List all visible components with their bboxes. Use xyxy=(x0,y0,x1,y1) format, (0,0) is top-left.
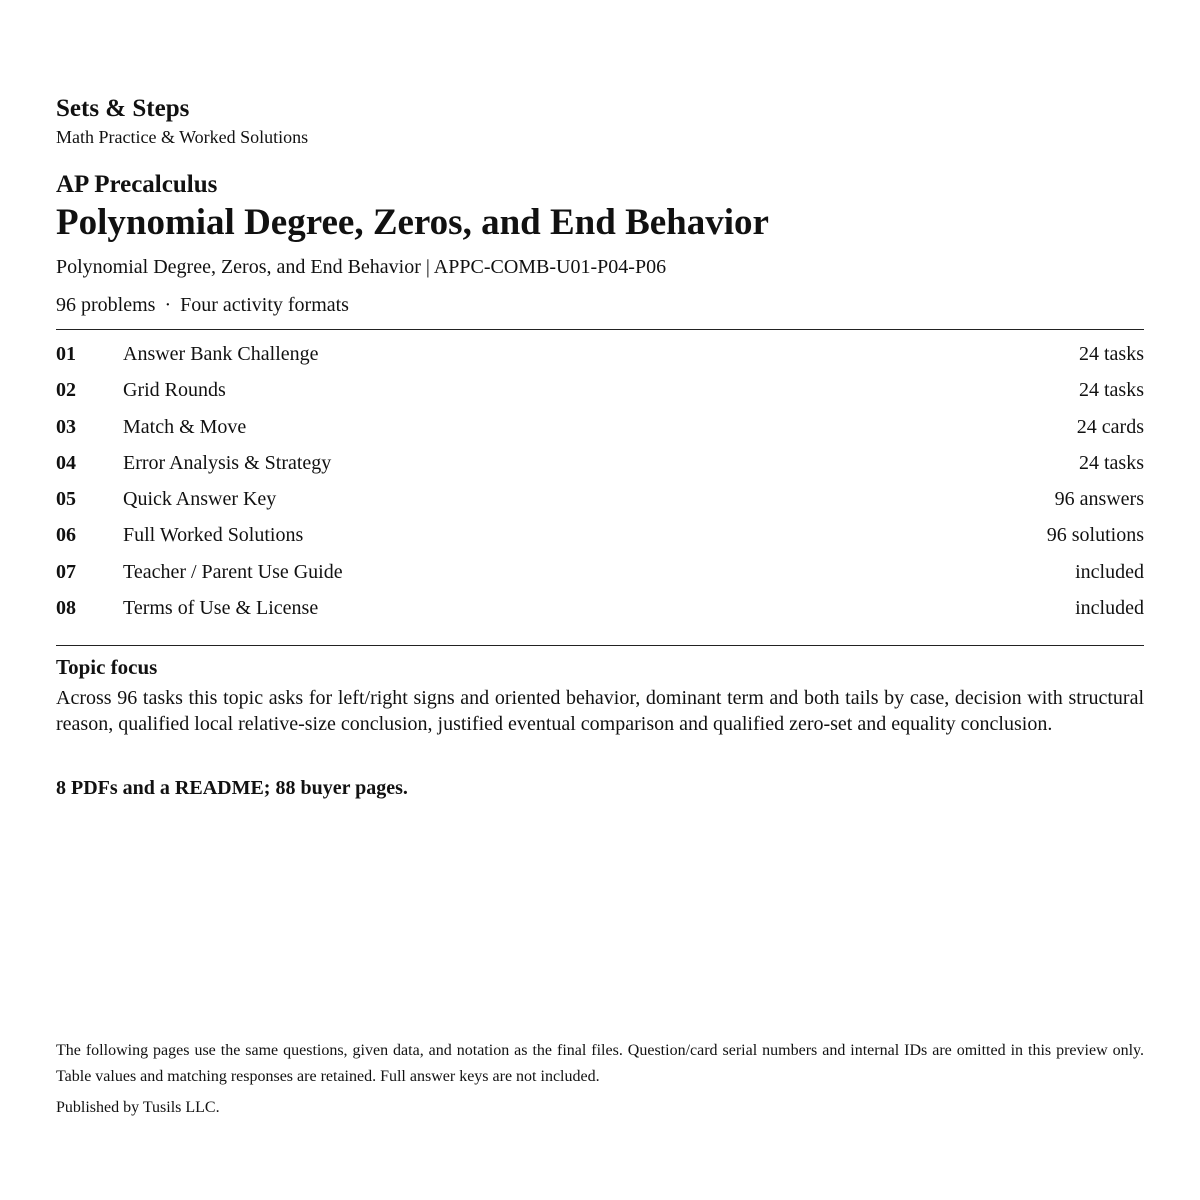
page-title: Polynomial Degree, Zeros, and End Behavior xyxy=(56,202,769,243)
brand-tagline: Math Practice & Worked Solutions xyxy=(56,127,309,147)
contents-item-number: 02 xyxy=(56,379,76,402)
contents-item-number: 07 xyxy=(56,560,76,583)
contents-item-label: Teacher / Parent Use Guide xyxy=(123,560,343,583)
preview-page xyxy=(56,0,1144,1200)
contents-item-number: 03 xyxy=(56,415,76,438)
problem-count: 96 problems xyxy=(56,294,156,316)
contents-item-label: Terms of Use & License xyxy=(123,597,319,620)
contents-item-label: Answer Bank Challenge xyxy=(123,343,319,365)
contents-item-number: 04 xyxy=(56,451,76,474)
contents-item-count: 96 answers xyxy=(1054,488,1144,511)
contents-item-label: Grid Rounds xyxy=(123,379,226,402)
contents-item-number: 06 xyxy=(56,524,76,547)
topic-focus-body: Across 96 tasks this topic asks for left/right signs and oriented behavior, dominant term and both tails by case, decision with structural reason, qualified local relative-size conclusion, justified eventual comparison and qualified zero-set and equality conclusion. xyxy=(56,687,1144,735)
preview-disclaimer: The following pages use the same questions, given data, and notation as the final files. Question/card serial numbers and internal IDs are omitted in this preview only. Table values and matching responses are retained. Full answer keys are not included. xyxy=(56,1042,1144,1085)
contents-item xyxy=(56,481,1144,517)
topic-focus-heading: Topic focus xyxy=(56,655,158,679)
contents-item xyxy=(56,372,1144,408)
contents-item xyxy=(56,409,1144,445)
contents-item xyxy=(56,517,1144,553)
contents-item-label: Full Worked Solutions xyxy=(123,524,304,547)
contents-item-count: 96 solutions xyxy=(1046,524,1144,547)
course-name: AP Precalculus xyxy=(56,171,218,198)
contents-item-count: 24 cards xyxy=(1076,415,1144,438)
contents-item xyxy=(56,590,1144,626)
product-subtitle: Polynomial Degree, Zeros, and End Behavior | APPC-COMB-U01-P04-P06 xyxy=(56,256,667,278)
contents-item-label: Error Analysis & Strategy xyxy=(123,451,332,474)
contents-top-divider xyxy=(56,329,1144,330)
brand-name: Sets & Steps xyxy=(56,95,190,122)
contents-item-count: included xyxy=(1075,560,1144,583)
product-meta xyxy=(56,292,349,318)
contents-item-label: Match & Move xyxy=(123,415,247,438)
contents-item xyxy=(56,554,1144,590)
contents-item-number: 08 xyxy=(56,597,76,620)
contents-item-number: 01 xyxy=(56,343,76,365)
contents-list xyxy=(56,336,1144,626)
contents-item-count: 24 tasks xyxy=(1079,343,1144,365)
contents-item xyxy=(56,336,1144,372)
contents-bottom-divider xyxy=(56,645,1144,646)
contents-item xyxy=(56,445,1144,481)
contents-item-count: 24 tasks xyxy=(1079,379,1144,402)
contents-item-label: Quick Answer Key xyxy=(123,488,277,511)
publisher-line: Published by Tusils LLC. xyxy=(56,1099,220,1116)
activity-formats: Four activity formats xyxy=(180,294,349,316)
contents-item-count: included xyxy=(1075,597,1144,620)
files-summary: 8 PDFs and a README; 88 buyer pages. xyxy=(56,777,408,799)
meta-separator: · xyxy=(164,294,172,316)
contents-item-count: 24 tasks xyxy=(1079,451,1144,474)
contents-item-number: 05 xyxy=(56,488,76,511)
